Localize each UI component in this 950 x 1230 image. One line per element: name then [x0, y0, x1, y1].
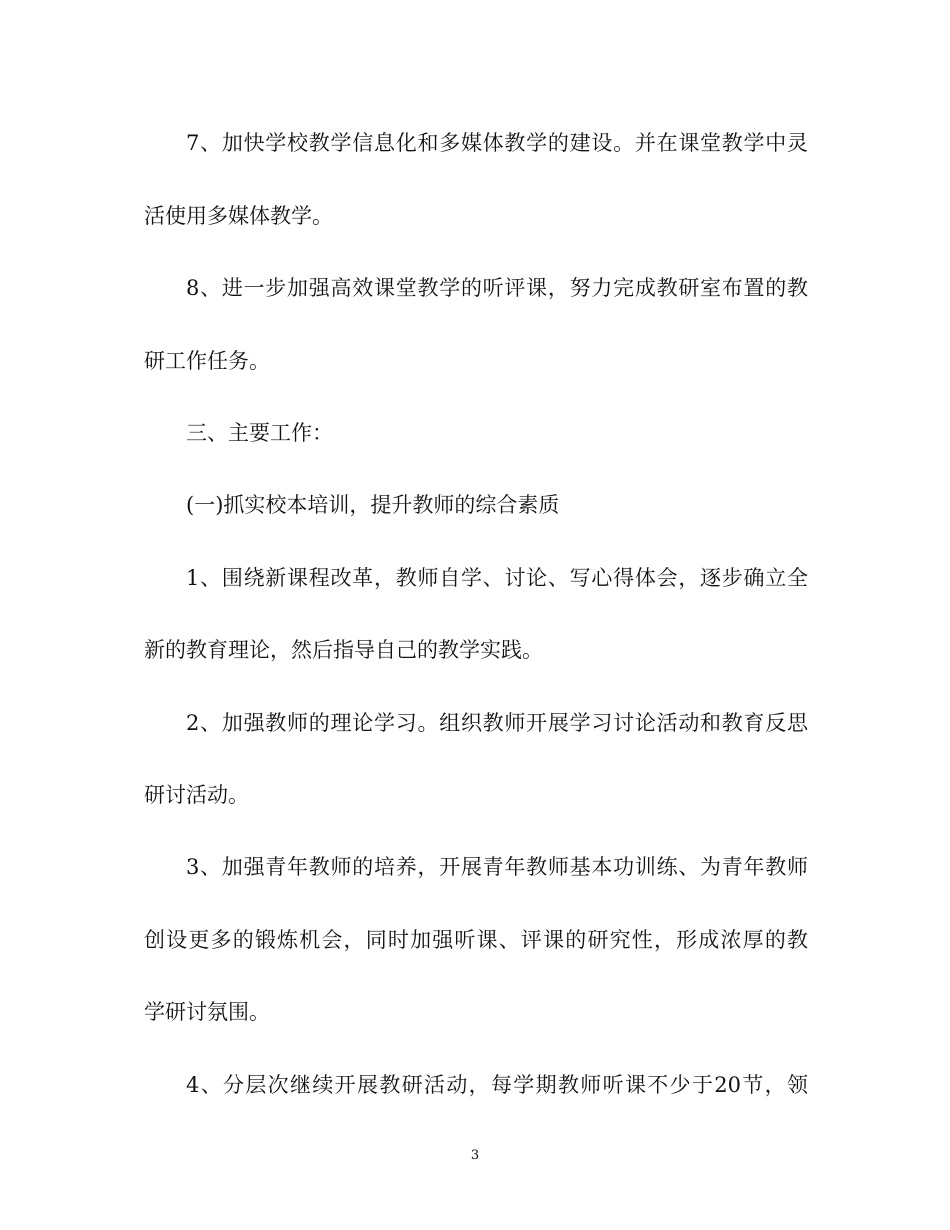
item-3-line-1: 3、加强青年教师的培养，开展青年教师基本功训练、为青年教师	[186, 855, 808, 879]
item-2-line-1: 2、加强教师的理论学习。组织教师开展学习讨论活动和教育反思	[186, 711, 808, 735]
item-1-line-1: 1、围绕新课程改革，教师自学、讨论、写心得体会，逐步确立全	[186, 566, 808, 590]
item-1-line-2: 新的教育理论，然后指导自己的教学实践。	[144, 638, 543, 662]
item-3-line-2: 创设更多的锻炼机会，同时加强听课、评课的研究性，形成浓厚的教	[144, 928, 808, 952]
subsection-heading-school-training: (一)抓实校本培训，提升教师的综合素质	[186, 493, 560, 517]
item-2-line-2: 研讨活动。	[144, 783, 249, 807]
item-3-line-3: 学研讨氛围。	[144, 1000, 270, 1024]
page-number: 3	[470, 1148, 480, 1163]
paragraph-7-line-2: 活使用多媒体教学。	[144, 204, 333, 228]
paragraph-8-line-2: 研工作任务。	[144, 349, 270, 373]
item-4-line-1: 4、分层次继续开展教研活动，每学期教师听课不少于20节，领	[186, 1073, 808, 1097]
section-heading-main-work: 三、主要工作：	[186, 421, 333, 445]
paragraph-8-line-1: 8、进一步加强高效课堂教学的听评课，努力完成教研室布置的教	[186, 276, 808, 300]
paragraph-7-line-1: 7、加快学校教学信息化和多媒体教学的建设。并在课堂教学中灵	[186, 131, 808, 155]
